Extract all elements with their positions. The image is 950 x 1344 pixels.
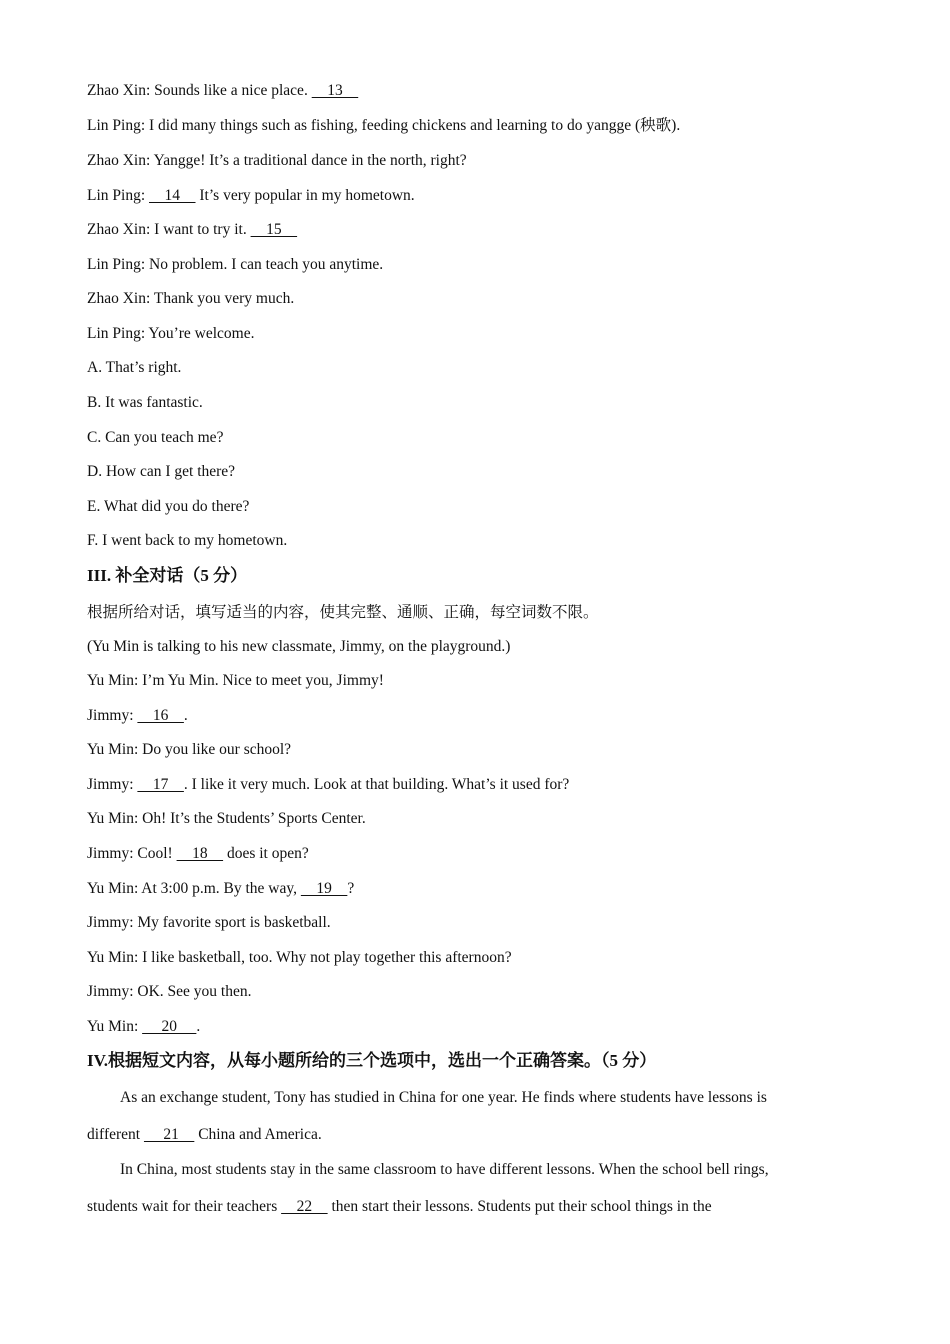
answer-blank[interactable]: 20 bbox=[142, 1018, 197, 1035]
option-d: D. How can I get there? bbox=[87, 463, 236, 480]
answer-blank[interactable]: 14 bbox=[149, 187, 196, 204]
dialogue-line: Zhao Xin: Thank you very much. bbox=[87, 290, 295, 307]
dialogue-line: Jimmy: OK. See you then. bbox=[87, 983, 252, 1000]
section-heading: III. 补全对话（5 分） bbox=[87, 566, 248, 585]
dialogue-line: Lin Ping: I did many things such as fishing, feeding chickens and learning to do yangge (秧歌). bbox=[87, 117, 681, 134]
option-f: F. I went back to my hometown. bbox=[87, 532, 288, 549]
answer-blank[interactable]: 17 bbox=[137, 776, 184, 793]
dialogue-line: Lin Ping: You’re welcome. bbox=[87, 325, 255, 342]
dialogue-line: Lin Ping: 14 It’s very popular in my hometown. bbox=[87, 187, 415, 204]
option-b: B. It was fantastic. bbox=[87, 394, 203, 411]
dialogue-line: Yu Min: Oh! It’s the Students’ Sports Center. bbox=[87, 810, 366, 827]
section-heading: IV.根据短文内容，从每小题所给的三个选项中，选出一个正确答案。（5 分） bbox=[87, 1051, 657, 1070]
dialogue-line: Zhao Xin: Yangge! It’s a traditional dance in the north, right? bbox=[87, 152, 467, 169]
option-c: C. Can you teach me? bbox=[87, 429, 224, 446]
dialogue-line: Yu Min: Do you like our school? bbox=[87, 741, 292, 758]
dialogue-line: Jimmy: 17 . I like it very much. Look at that building. What’s it used for? bbox=[87, 776, 570, 793]
answer-blank[interactable]: 18 bbox=[176, 845, 224, 862]
answer-blank[interactable]: 19 bbox=[300, 880, 348, 897]
passage-line: As an exchange student, Tony has studied in China for one year. He finds where students have lessons is bbox=[120, 1089, 767, 1106]
answer-blank[interactable]: 13 bbox=[311, 82, 359, 99]
dialogue-line: Jimmy: 16 . bbox=[87, 707, 188, 724]
dialogue-line: Zhao Xin: Sounds like a nice place. 13 bbox=[87, 82, 359, 99]
passage-line: In China, most students stay in the same classroom to have different lessons. When the school bell rings, bbox=[120, 1161, 769, 1178]
passage-line: different 21 China and America. bbox=[87, 1126, 322, 1143]
option-a: A. That’s right. bbox=[87, 359, 182, 376]
dialogue-line: Zhao Xin: I want to try it. 15 bbox=[87, 221, 298, 238]
dialogue-line: Yu Min: I like basketball, too. Why not play together this afternoon? bbox=[87, 949, 512, 966]
answer-blank[interactable]: 16 bbox=[137, 707, 184, 724]
dialogue-line: Yu Min: I’m Yu Min. Nice to meet you, Jimmy! bbox=[87, 672, 384, 689]
dialogue-context: (Yu Min is talking to his new classmate, Jimmy, on the playground.) bbox=[87, 638, 511, 655]
dialogue-line: Lin Ping: No problem. I can teach you anytime. bbox=[87, 256, 384, 273]
answer-blank[interactable]: 22 bbox=[281, 1198, 328, 1215]
section-instruction: 根据所给对话，填写适当的内容，使其完整、通顺、正确，每空词数不限。 bbox=[87, 604, 599, 621]
passage-line: students wait for their teachers 22 then start their lessons. Students put their school things in the bbox=[87, 1198, 712, 1215]
dialogue-line: Jimmy: My favorite sport is basketball. bbox=[87, 914, 331, 931]
dialogue-line: Jimmy: Cool! 18 does it open? bbox=[87, 845, 309, 862]
answer-blank[interactable]: 15 bbox=[250, 221, 298, 238]
dialogue-line: Yu Min: 20 . bbox=[87, 1018, 201, 1035]
answer-blank[interactable]: 21 bbox=[143, 1126, 195, 1143]
option-e: E. What did you do there? bbox=[87, 498, 250, 515]
dialogue-line: Yu Min: At 3:00 p.m. By the way, 19 ? bbox=[87, 880, 355, 897]
